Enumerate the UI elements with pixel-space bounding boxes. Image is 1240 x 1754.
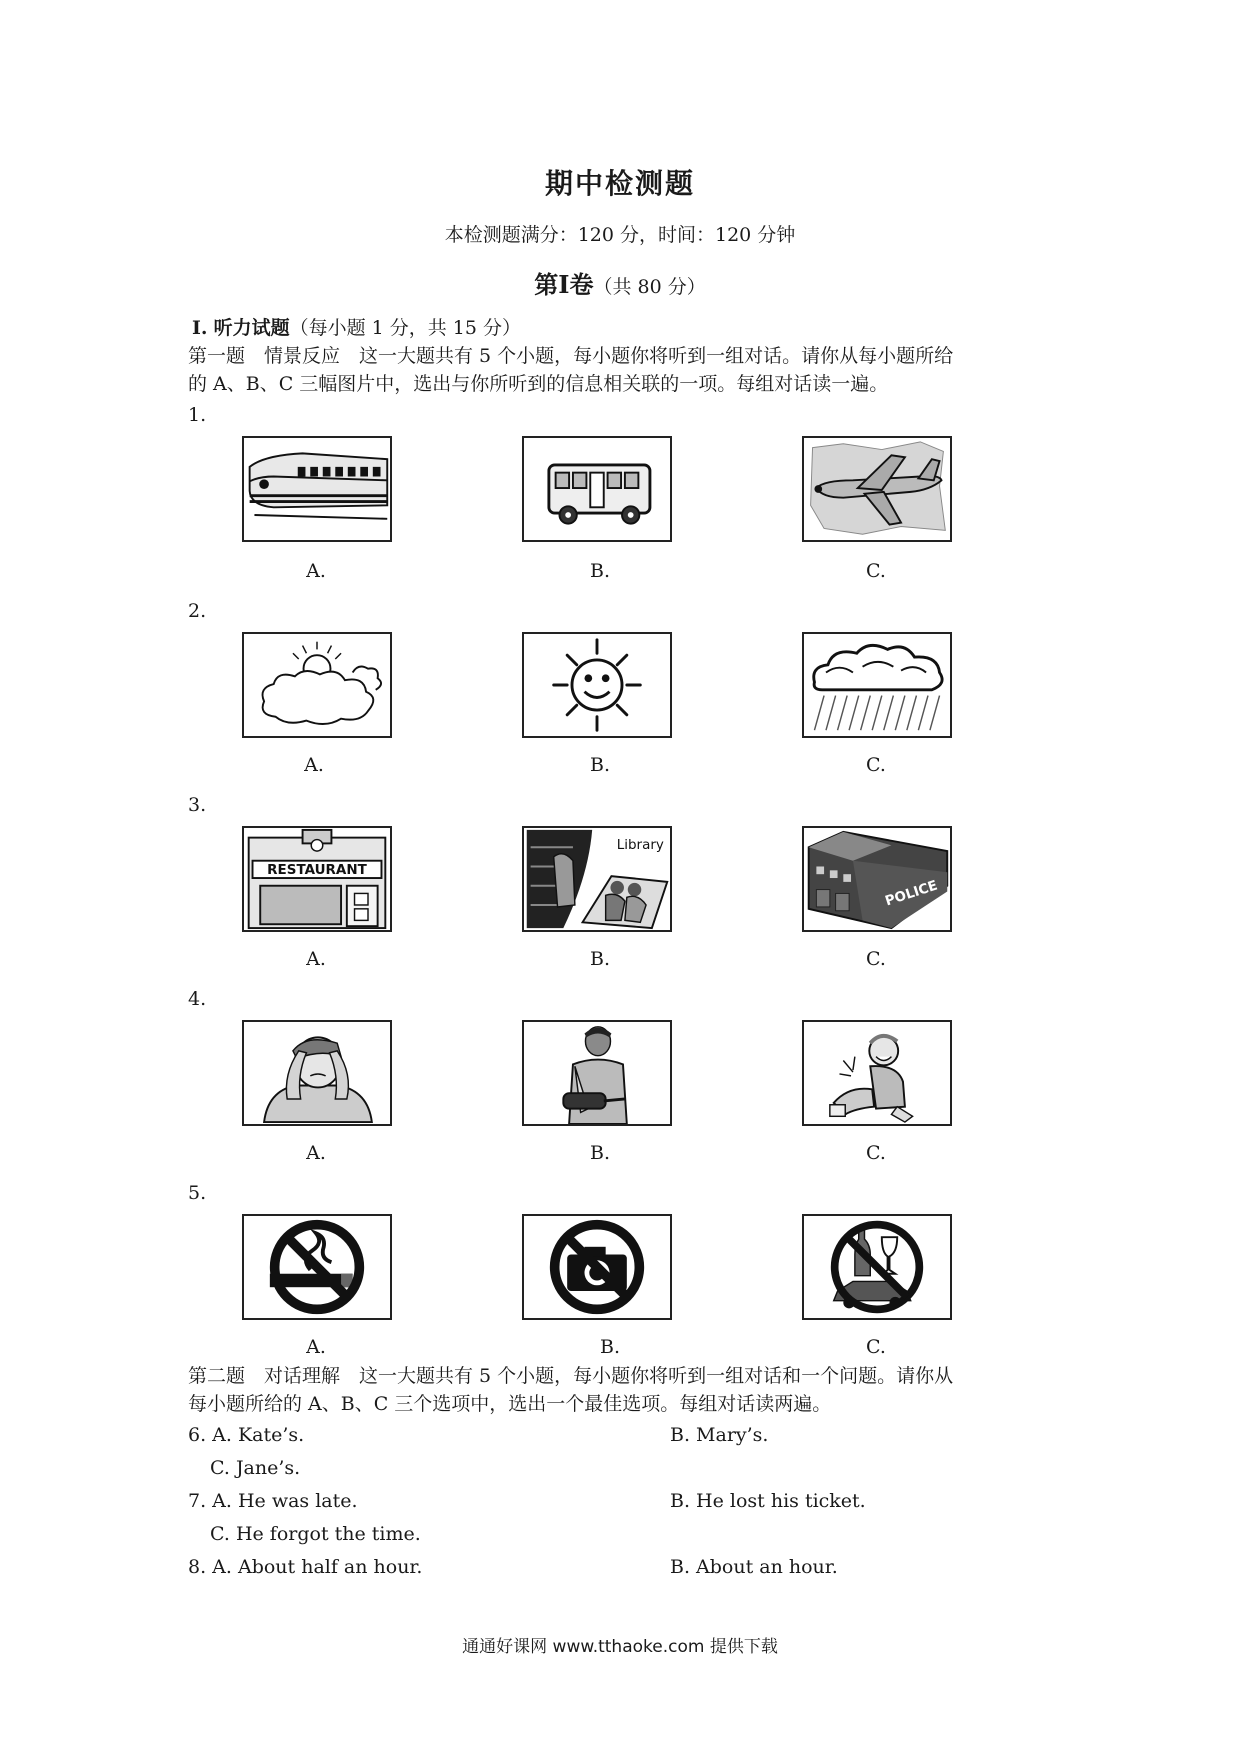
question-number: 5.: [188, 1182, 207, 1204]
option-image-police[interactable]: [802, 826, 952, 932]
option-image-no-drink-driving[interactable]: [802, 1214, 952, 1320]
option-image-broken-arm[interactable]: [522, 1020, 672, 1126]
option-image-no-smoking[interactable]: [242, 1214, 392, 1320]
option-image-no-photo[interactable]: [522, 1214, 672, 1320]
hurt-knee-icon: [804, 1022, 950, 1124]
bus-icon: [524, 438, 670, 540]
option-image-restaurant[interactable]: [242, 826, 392, 932]
section-title: 听力试题: [213, 317, 290, 339]
police-sign: POLICE: [883, 877, 940, 910]
section-heading: [192, 314, 521, 342]
train-icon: [244, 438, 390, 540]
option-image-airplane[interactable]: [802, 436, 952, 542]
answer-option-6c[interactable]: C. Jane’s.: [210, 1457, 301, 1479]
part2-instruction-line1: 第二题 对话理解 这一大题共有 5 个小题，每小题你将听到一组对话和一个问题。请你从: [188, 1365, 954, 1387]
option-label: B.: [589, 1142, 610, 1164]
option-image-headache[interactable]: [242, 1020, 392, 1126]
option-label: A.: [306, 1142, 326, 1164]
option-label: B.: [599, 1336, 620, 1358]
volume-score: （共 80 分）: [593, 276, 706, 298]
part2-instruction-line2: 每小题所给的 A、B、C 三个选项中，选出一个最佳选项。每组对话读两遍。: [188, 1393, 832, 1415]
option-label: B.: [589, 948, 610, 970]
page-title: 期中检测题: [544, 167, 695, 200]
volume-heading: [0, 265, 1240, 300]
option-label: C.: [866, 1142, 886, 1164]
option-label: C.: [866, 1336, 886, 1358]
question-number: 1.: [188, 404, 207, 426]
option-label: A.: [304, 754, 324, 776]
page-footer: 通通好课网 www.tthaoke.com 提供下载: [462, 1637, 778, 1657]
exam-info: 本检测题满分：120 分，时间：120 分钟: [444, 224, 796, 246]
broken-arm-icon: [524, 1022, 670, 1124]
answer-option-6a[interactable]: 6. A. Kate’s.: [188, 1424, 305, 1446]
option-label: B.: [589, 754, 610, 776]
part1-instruction-line2: 的 A、B、C 三幅图片中，选出与你所听到的信息相关联的一项。每组对话读一遍。: [188, 373, 889, 395]
airplane-icon: [804, 438, 950, 540]
library-icon: [524, 828, 670, 930]
question-number: 4.: [188, 988, 207, 1010]
no-photo-icon: [524, 1216, 670, 1318]
option-label: C.: [866, 560, 886, 582]
answer-option-7a[interactable]: 7. A. He was late.: [188, 1490, 358, 1512]
option-image-cloudy[interactable]: [242, 632, 392, 738]
question-number: 3.: [188, 794, 207, 816]
answer-option-7b[interactable]: B. He lost his ticket.: [670, 1490, 866, 1512]
restaurant-sign: RESTAURANT: [267, 862, 367, 879]
rain-cloud-icon: [804, 634, 950, 736]
option-image-library[interactable]: [522, 826, 672, 932]
section-number: Ⅰ.: [192, 317, 208, 339]
option-label: A.: [306, 560, 326, 582]
option-image-bus[interactable]: [522, 436, 672, 542]
option-image-hurt-knee[interactable]: [802, 1020, 952, 1126]
answer-option-8b[interactable]: B. About an hour.: [670, 1556, 838, 1578]
library-sign: Library: [616, 837, 664, 854]
volume-title: 第Ⅰ卷: [534, 270, 594, 299]
no-drink-driving-icon: [804, 1216, 950, 1318]
question-number: 2.: [188, 600, 207, 622]
option-label: A.: [306, 948, 326, 970]
answer-option-7c[interactable]: C. He forgot the time.: [210, 1523, 421, 1545]
option-label: B.: [589, 560, 610, 582]
option-image-train[interactable]: [242, 436, 392, 542]
sunny-icon: [524, 634, 670, 736]
cloudy-sun-icon: [244, 634, 390, 736]
option-label: C.: [866, 948, 886, 970]
option-label: C.: [866, 754, 886, 776]
headache-icon: [244, 1022, 390, 1124]
restaurant-icon: [244, 828, 390, 930]
answer-option-6b[interactable]: B. Mary’s.: [670, 1424, 769, 1446]
no-smoking-icon: [244, 1216, 390, 1318]
section-score: （每小题 1 分，共 15 分）: [289, 317, 522, 339]
answer-option-8a[interactable]: 8. A. About half an hour.: [188, 1556, 423, 1578]
option-image-rain[interactable]: [802, 632, 952, 738]
option-label: A.: [306, 1336, 326, 1358]
part1-instruction-line1: 第一题 情景反应 这一大题共有 5 个小题，每小题你将听到一组对话。请你从每小题所给: [188, 345, 954, 367]
police-station-icon: [804, 828, 950, 930]
option-image-sunny[interactable]: [522, 632, 672, 738]
